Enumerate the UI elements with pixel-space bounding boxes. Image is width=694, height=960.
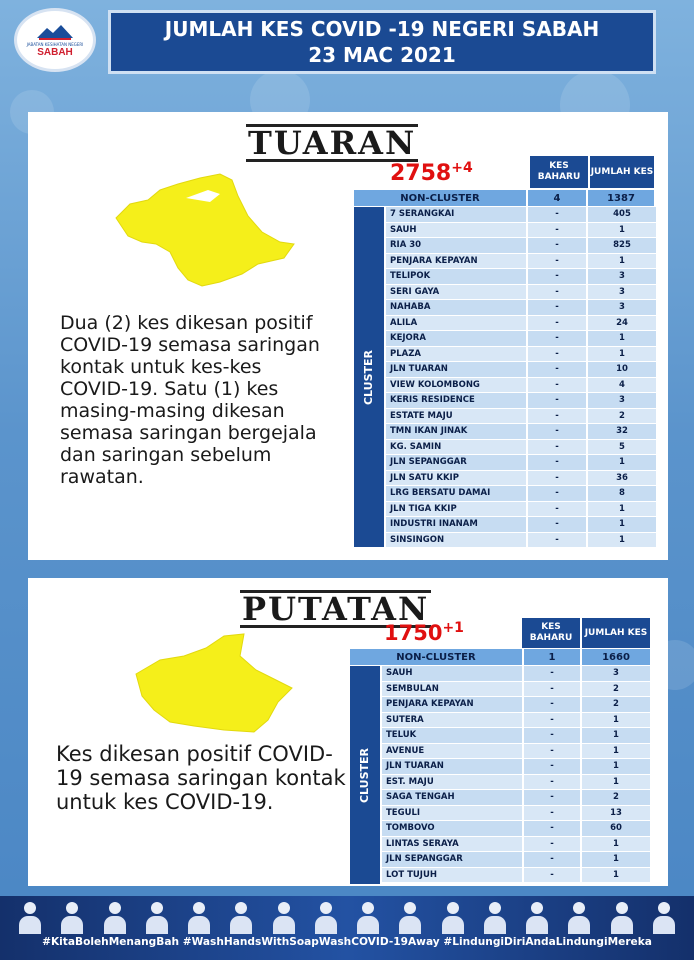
tuaran-cluster-new: - (528, 517, 588, 533)
putatan-total (384, 620, 464, 645)
putatan-cluster-row (382, 666, 652, 682)
frontliner-icon (608, 900, 636, 934)
frontliner-icon (227, 900, 255, 934)
tuaran-cluster-total: 24 (588, 316, 658, 332)
page-header (108, 10, 656, 74)
tuaran-cluster-name: ESTATE MAJU (386, 409, 528, 425)
sabah-logo-icon (35, 22, 75, 42)
tuaran-cluster-name: VIEW KOLOMBONG (386, 378, 528, 394)
tuaran-cluster-row (386, 347, 658, 363)
tuaran-cluster-label-text: CLUSTER (362, 349, 376, 405)
tuaran-cluster-new: - (528, 393, 588, 409)
tuaran-cluster-new: - (528, 409, 588, 425)
tuaran-cluster-row (386, 455, 658, 471)
tuaran-cluster-new: - (528, 238, 588, 254)
tuaran-cluster-new: - (528, 316, 588, 332)
tuaran-non-cluster-label: NON-CLUSTER (354, 190, 528, 206)
tuaran-cluster-table (386, 207, 658, 548)
tuaran-cluster-row (386, 269, 658, 285)
putatan-cluster-new: - (524, 852, 582, 868)
putatan-cluster-name: LINTAS SERAYA (382, 837, 524, 853)
putatan-cluster-new: - (524, 728, 582, 744)
tuaran-cluster-name: SAUH (386, 223, 528, 239)
putatan-cluster-row (382, 744, 652, 760)
tuaran-cluster-new: - (528, 440, 588, 456)
putatan-map (128, 630, 298, 740)
frontliner-icon (58, 900, 86, 934)
tuaran-cluster-total: 3 (588, 269, 658, 285)
tuaran-cluster-row (386, 285, 658, 301)
putatan-cluster-row (382, 759, 652, 775)
tuaran-cluster-new: - (528, 223, 588, 239)
tuaran-cluster-row (386, 300, 658, 316)
tuaran-total-value: 2758 (390, 161, 452, 186)
tuaran-cluster-row (386, 486, 658, 502)
putatan-cluster-row (382, 713, 652, 729)
tuaran-cluster-row (386, 424, 658, 440)
putatan-cluster-name: SAUH (382, 666, 524, 682)
frontliner-icon (16, 900, 44, 934)
tuaran-cluster-name: SINSINGON (386, 533, 528, 549)
tuaran-cluster-total: 1 (588, 517, 658, 533)
putatan-cluster-label (350, 666, 380, 884)
logo-small-text: JABATAN KESIHATAN NEGERI (26, 42, 84, 47)
tuaran-cluster-name: KERIS RESIDENCE (386, 393, 528, 409)
tuaran-new-value: +4 (451, 160, 473, 176)
tuaran-cluster-total: 825 (588, 238, 658, 254)
tuaran-cluster-total: 3 (588, 300, 658, 316)
putatan-cluster-row (382, 682, 652, 698)
putatan-cluster-new: - (524, 837, 582, 853)
putatan-cluster-row (382, 852, 652, 868)
putatan-cluster-row (382, 821, 652, 837)
tuaran-cluster-new: - (528, 269, 588, 285)
putatan-cluster-total: 1 (582, 744, 652, 760)
tuaran-cluster-total: 8 (588, 486, 658, 502)
tuaran-cluster-name: PLAZA (386, 347, 528, 363)
putatan-cluster-total: 3 (582, 666, 652, 682)
tuaran-cluster-row (386, 517, 658, 533)
tuaran-cluster-name: SERI GAYA (386, 285, 528, 301)
tuaran-cluster-new: - (528, 424, 588, 440)
tuaran-cluster-name: JLN TIGA KKIP (386, 502, 528, 518)
tuaran-cluster-total: 1 (588, 254, 658, 270)
putatan-cluster-name: TELUK (382, 728, 524, 744)
frontliner-icon (565, 900, 593, 934)
tuaran-cluster-name: JLN SEPANGGAR (386, 455, 528, 471)
putatan-cluster-total: 2 (582, 790, 652, 806)
tuaran-cluster-new: - (528, 285, 588, 301)
putatan-cluster-name: JLN SEPANGGAR (382, 852, 524, 868)
tuaran-cluster-row (386, 533, 658, 549)
putatan-cluster-new: - (524, 821, 582, 837)
tuaran-non-cluster-total: 1387 (588, 190, 656, 206)
tuaran-cluster-total: 3 (588, 285, 658, 301)
putatan-non-cluster-row (350, 649, 652, 665)
tuaran-cluster-name: TELIPOK (386, 269, 528, 285)
putatan-cluster-row (382, 868, 652, 884)
tuaran-cluster-row (386, 223, 658, 239)
putatan-cluster-name: TOMBOVO (382, 821, 524, 837)
tuaran-cluster-new: - (528, 300, 588, 316)
tuaran-cluster-name: NAHABA (386, 300, 528, 316)
tuaran-cluster-name: LRG BERSATU DAMAI (386, 486, 528, 502)
tuaran-cluster-total: 1 (588, 455, 658, 471)
tuaran-description: Dua (2) kes dikesan positif COVID-19 semasa saringan kontak untuk kes-kes COVID-19. Satu (1) kes masing-masing dikesan semasa saringan bergejala dan saringan sebelum rawatan. (60, 312, 320, 488)
tuaran-cluster-row (386, 362, 658, 378)
tuaran-non-cluster-row (354, 190, 656, 206)
putatan-cluster-table (382, 666, 652, 883)
tuaran-cluster-total: 4 (588, 378, 658, 394)
tuaran-cluster-row (386, 409, 658, 425)
putatan-cluster-new: - (524, 868, 582, 884)
tuaran-cluster-total: 405 (588, 207, 658, 223)
tuaran-cluster-name: KEJORA (386, 331, 528, 347)
tuaran-cluster-row (386, 471, 658, 487)
frontliner-icon (354, 900, 382, 934)
putatan-cluster-new: - (524, 744, 582, 760)
putatan-title: PUTATAN (242, 590, 430, 628)
putatan-cluster-name: JLN TUARAN (382, 759, 524, 775)
putatan-cluster-name: SAGA TENGAH (382, 790, 524, 806)
tuaran-cluster-total: 32 (588, 424, 658, 440)
tuaran-cluster-total: 36 (588, 471, 658, 487)
tuaran-cluster-new: - (528, 331, 588, 347)
frontliner-figures (16, 900, 678, 934)
putatan-cluster-name: SEMBULAN (382, 682, 524, 698)
putatan-cluster-row (382, 837, 652, 853)
tuaran-cluster-row (386, 254, 658, 270)
putatan-non-cluster-label: NON-CLUSTER (350, 649, 524, 665)
putatan-cluster-new: - (524, 775, 582, 791)
putatan-cluster-total: 2 (582, 682, 652, 698)
putatan-cluster-total: 60 (582, 821, 652, 837)
tuaran-cluster-new: - (528, 362, 588, 378)
tuaran-cluster-new: - (528, 486, 588, 502)
putatan-col-total: JUMLAH KES (582, 618, 650, 648)
putatan-cluster-name: EST. MAJU (382, 775, 524, 791)
frontliner-icon (396, 900, 424, 934)
frontliner-icon (185, 900, 213, 934)
logo-name: SABAH (37, 47, 73, 58)
putatan-cluster-total: 1 (582, 775, 652, 791)
tuaran-cluster-name: JLN TUARAN (386, 362, 528, 378)
putatan-cluster-name: PENJARA KEPAYAN (382, 697, 524, 713)
putatan-cluster-new: - (524, 697, 582, 713)
tuaran-cluster-row (386, 207, 658, 223)
tuaran-title: TUARAN (248, 124, 417, 162)
tuaran-cluster-row (386, 378, 658, 394)
putatan-description: Kes dikesan positif COVID-19 semasa saringan kontak untuk kes COVID-19. (56, 742, 346, 814)
tuaran-col-new: KES BAHARU (530, 156, 588, 188)
tuaran-cluster-total: 1 (588, 533, 658, 549)
putatan-cluster-total: 1 (582, 728, 652, 744)
frontliner-icon (312, 900, 340, 934)
tuaran-cluster-name: TMN IKAN JINAK (386, 424, 528, 440)
putatan-total-value: 1750 (384, 621, 443, 645)
tuaran-cluster-row (386, 393, 658, 409)
tuaran-cluster-name: JLN SATU KKIP (386, 471, 528, 487)
tuaran-cluster-row (386, 440, 658, 456)
putatan-panel (28, 578, 668, 886)
tuaran-cluster-new: - (528, 254, 588, 270)
frontliner-icon (481, 900, 509, 934)
tuaran-col-total: JUMLAH KES (590, 156, 654, 188)
tuaran-cluster-total: 1 (588, 331, 658, 347)
frontliner-icon (101, 900, 129, 934)
tuaran-cluster-total: 5 (588, 440, 658, 456)
putatan-cluster-row (382, 697, 652, 713)
footer-hashtags: #KitaBolehMenangBah #WashHandsWithSoapWashCOVID-19Away #LindungiDiriAndaLindungiMereka (42, 936, 652, 948)
putatan-cluster-new: - (524, 713, 582, 729)
frontliner-icon (143, 900, 171, 934)
tuaran-non-cluster-new: 4 (528, 190, 588, 206)
tuaran-cluster-total: 10 (588, 362, 658, 378)
putatan-cluster-new: - (524, 759, 582, 775)
header-title-line1: JUMLAH KES COVID -19 NEGERI SABAH (164, 17, 600, 41)
putatan-cluster-row (382, 806, 652, 822)
putatan-non-cluster-total: 1660 (582, 649, 652, 665)
putatan-cluster-name: TEGULI (382, 806, 524, 822)
putatan-cluster-new: - (524, 806, 582, 822)
tuaran-cluster-new: - (528, 455, 588, 471)
tuaran-cluster-total: 2 (588, 409, 658, 425)
tuaran-cluster-total: 1 (588, 223, 658, 239)
footer-banner (0, 896, 694, 960)
tuaran-cluster-row (386, 316, 658, 332)
tuaran-cluster-row (386, 238, 658, 254)
tuaran-cluster-new: - (528, 378, 588, 394)
tuaran-panel (28, 112, 668, 560)
putatan-cluster-total: 1 (582, 868, 652, 884)
putatan-cluster-new: - (524, 790, 582, 806)
frontliner-icon (523, 900, 551, 934)
putatan-cluster-total: 2 (582, 697, 652, 713)
tuaran-cluster-name: ALILA (386, 316, 528, 332)
putatan-cluster-row (382, 790, 652, 806)
sabah-health-logo (14, 8, 96, 72)
putatan-cluster-total: 1 (582, 713, 652, 729)
tuaran-cluster-total: 1 (588, 347, 658, 363)
frontliner-icon (270, 900, 298, 934)
putatan-cluster-total: 1 (582, 759, 652, 775)
header-title-line2: 23 MAC 2021 (308, 43, 456, 67)
putatan-cluster-label-text: CLUSTER (358, 747, 372, 803)
tuaran-cluster-new: - (528, 347, 588, 363)
putatan-cluster-total: 1 (582, 837, 652, 853)
tuaran-cluster-new: - (528, 502, 588, 518)
tuaran-cluster-name: RIA 30 (386, 238, 528, 254)
putatan-cluster-total: 1 (582, 852, 652, 868)
frontliner-icon (650, 900, 678, 934)
putatan-new-value: +1 (442, 620, 464, 636)
tuaran-cluster-total: 1 (588, 502, 658, 518)
frontliner-icon (439, 900, 467, 934)
putatan-cluster-new: - (524, 682, 582, 698)
putatan-cluster-row (382, 728, 652, 744)
putatan-cluster-total: 13 (582, 806, 652, 822)
tuaran-total (390, 160, 473, 186)
putatan-non-cluster-new: 1 (524, 649, 582, 665)
tuaran-cluster-total: 3 (588, 393, 658, 409)
tuaran-cluster-label (354, 207, 384, 547)
tuaran-cluster-new: - (528, 471, 588, 487)
tuaran-cluster-name: 7 SERANGKAI (386, 207, 528, 223)
tuaran-cluster-name: KG. SAMIN (386, 440, 528, 456)
putatan-cluster-new: - (524, 666, 582, 682)
tuaran-map (108, 170, 298, 290)
tuaran-cluster-name: INDUSTRI INANAM (386, 517, 528, 533)
tuaran-cluster-name: PENJARA KEPAYAN (386, 254, 528, 270)
putatan-cluster-name: SUTERA (382, 713, 524, 729)
tuaran-cluster-new: - (528, 533, 588, 549)
putatan-cluster-name: LOT TUJUH (382, 868, 524, 884)
putatan-cluster-name: AVENUE (382, 744, 524, 760)
tuaran-cluster-new: - (528, 207, 588, 223)
putatan-cluster-row (382, 775, 652, 791)
putatan-col-new: KES BAHARU (522, 618, 580, 648)
tuaran-cluster-row (386, 331, 658, 347)
tuaran-cluster-row (386, 502, 658, 518)
